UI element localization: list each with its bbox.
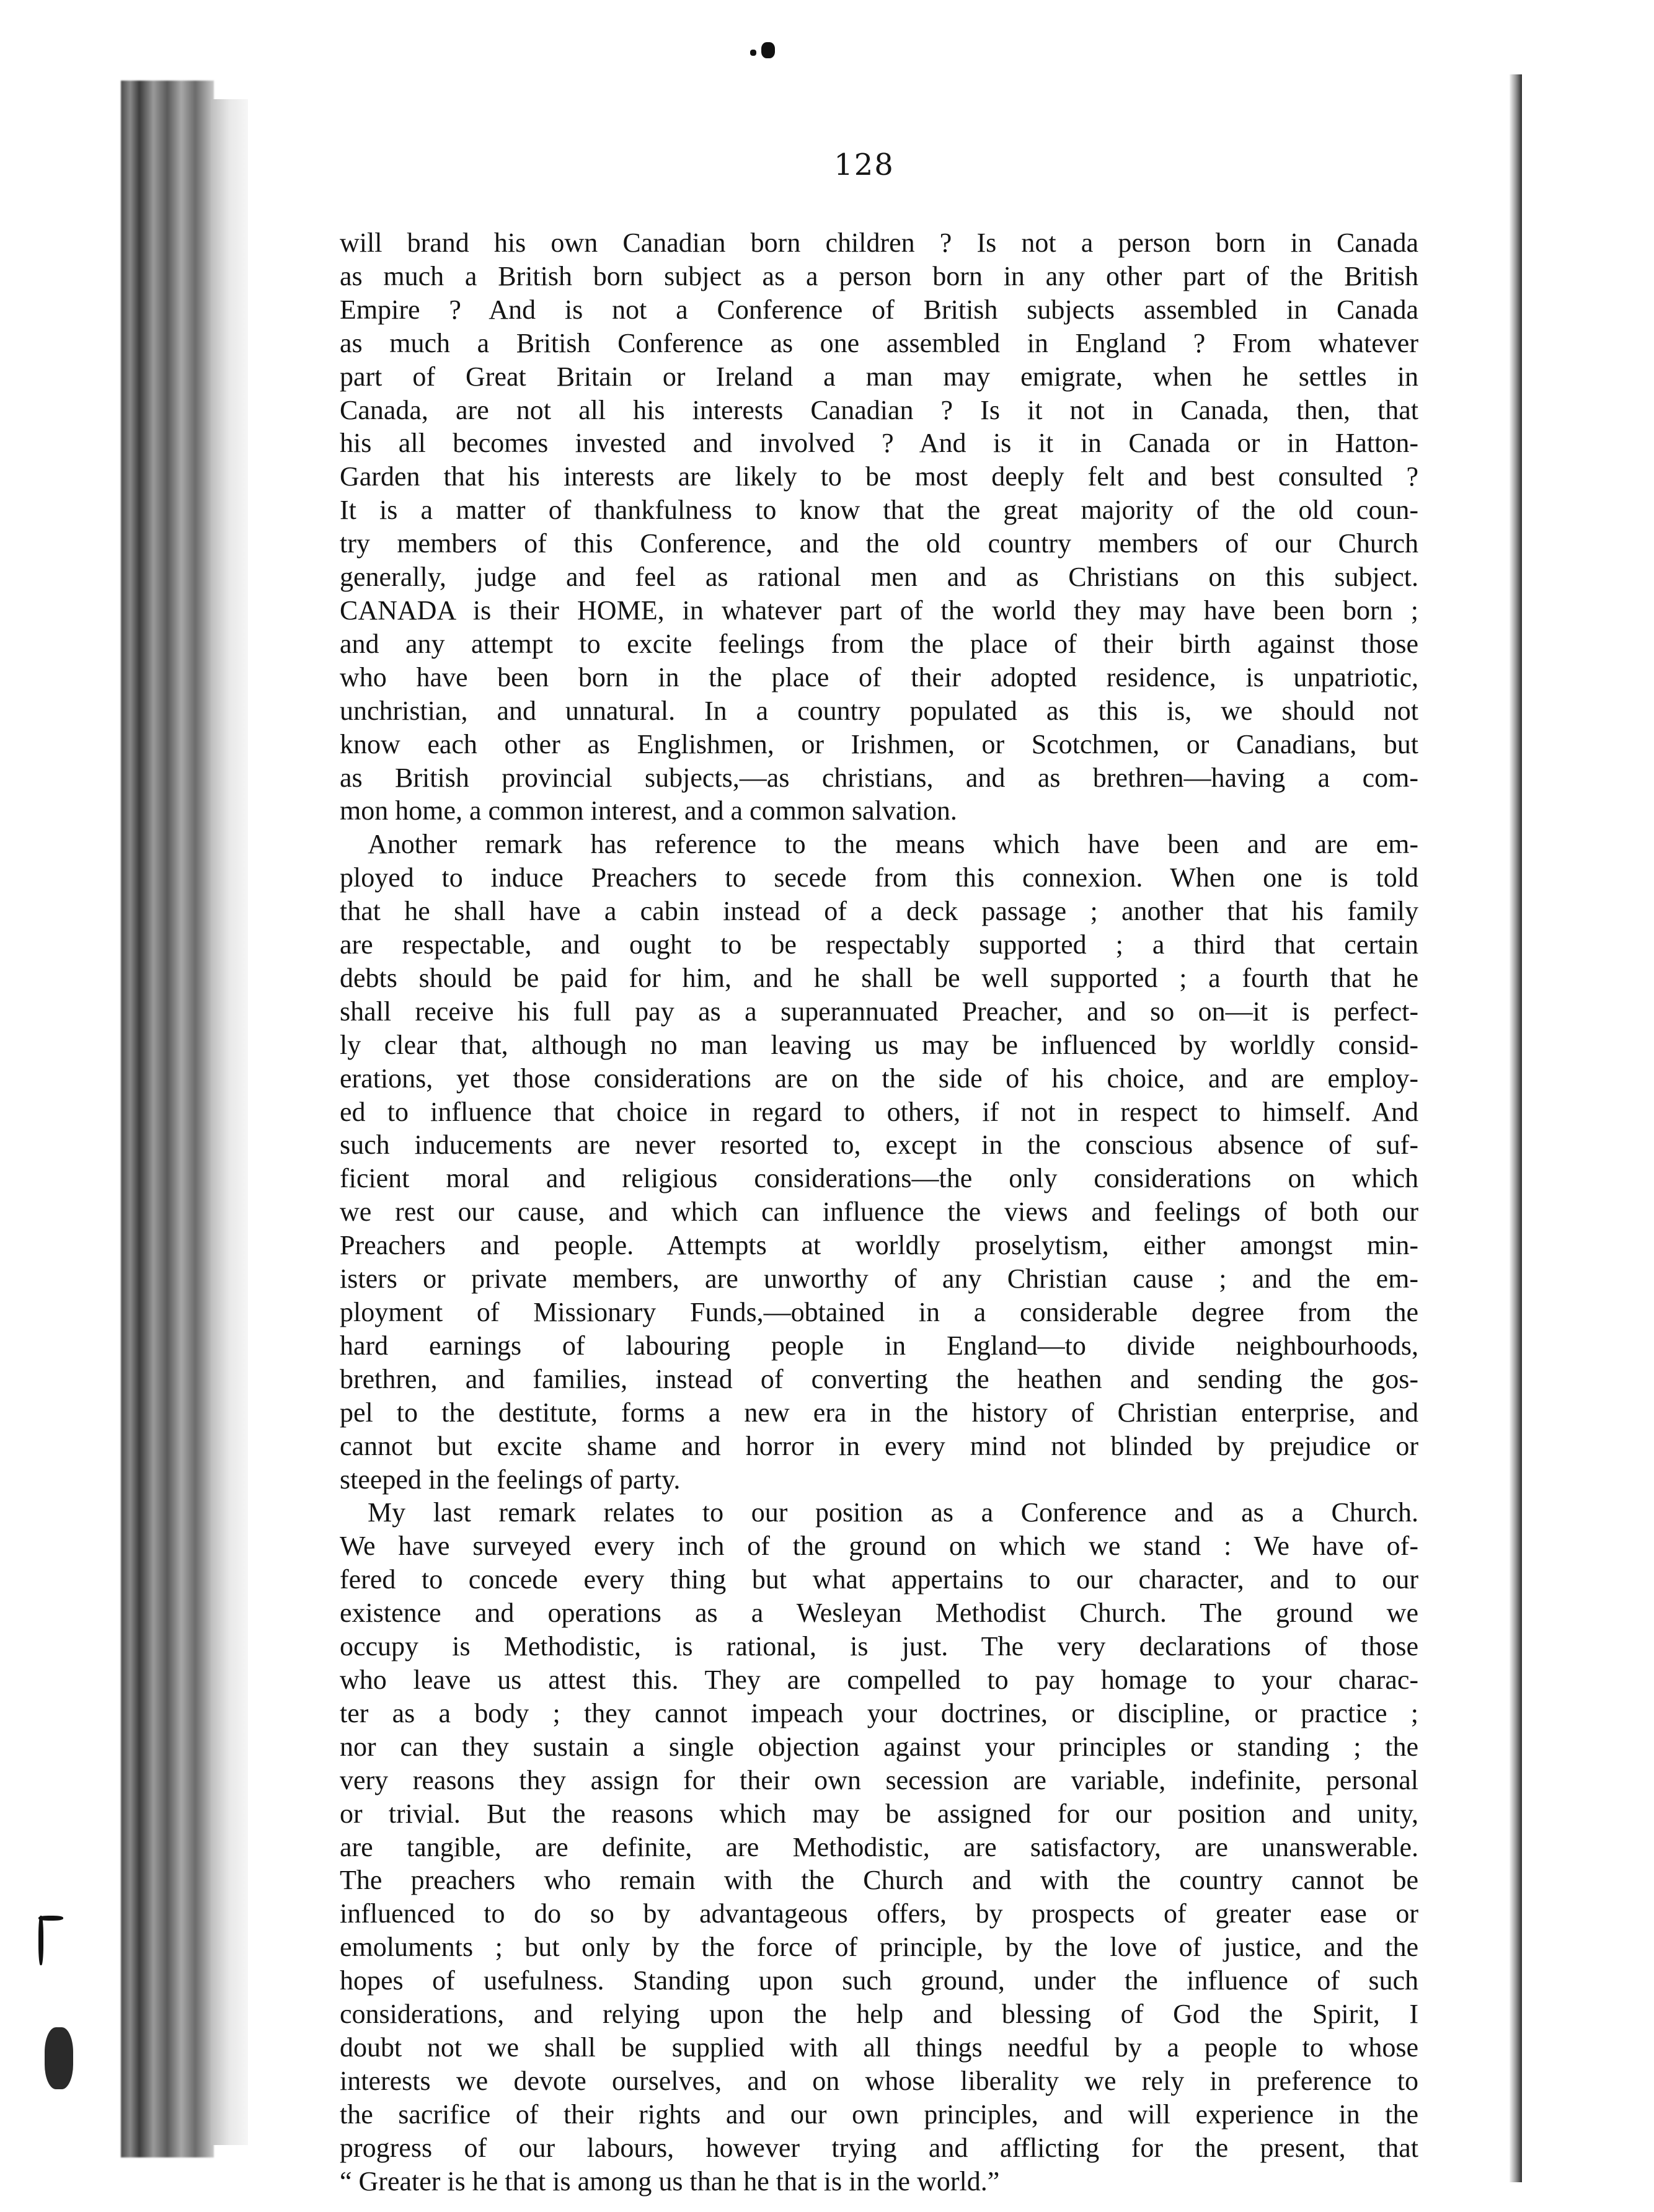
text-line: considerations, and relying upon the help and blessing of God the Spirit, I [340, 1999, 1418, 2030]
page-right-edge-shadow [1510, 74, 1522, 2182]
text-line: hard earnings of labouring people in England—to divide neighbourhoods, [340, 1330, 1418, 1361]
text-line: who have been born in the place of their adopted residence, is unpatriotic, [340, 661, 1418, 692]
paragraph [340, 828, 1418, 1496]
text-line: mon home, a common interest, and a common salvation. [340, 795, 957, 826]
text-line: hopes of usefulness. Standing upon such ground, under the influence of such [340, 1965, 1418, 1996]
text-line: progress of our labours, however trying and afflicting for the present, that [340, 2132, 1418, 2163]
text-line: ed to influence that choice in regard to others, if not in respect to himself. And [340, 1096, 1418, 1127]
scan-speck [45, 2027, 73, 2089]
text-line: or trivial. But the reasons which may be assigned for our position and unity, [340, 1798, 1418, 1829]
text-line: ter as a body ; they cannot impeach your doctrines, or discipline, or practice ; [340, 1697, 1418, 1728]
text-line: his all becomes invested and involved ? And is it in Canada or in Hatton- [340, 428, 1418, 459]
adjacent-page-strip [1522, 62, 1654, 2212]
text-line: The preachers who remain with the Church and with the country cannot be [340, 1865, 1418, 1896]
scan-speck [38, 1916, 63, 1921]
text-line: doubt not we shall be supplied with all things needful by a people to whose [340, 2032, 1418, 2063]
text-line: steeped in the feelings of party. [340, 1464, 681, 1495]
text-line: erations, yet those considerations are on the side of his choice, and are employ- [340, 1063, 1418, 1094]
text-line: know each other as Englishmen, or Irishmen, or Scotchmen, or Canadians, but [340, 728, 1418, 759]
text-line: occupy is Methodistic, is rational, is just. The very declarations of those [340, 1631, 1418, 1662]
text-line: “ Greater is he that is among us than he that is in the world.” [340, 2166, 1000, 2197]
text-line: My last remark relates to our position as a Conference and as a Church. [368, 1497, 1418, 1528]
text-line: part of Great Britain or Ireland a man may emigrate, when he settles in [340, 361, 1418, 392]
text-line: It is a matter of thankfulness to know that the great majority of the old coun- [340, 495, 1418, 526]
paragraph [340, 226, 1418, 828]
text-line: that he shall have a cabin instead of a deck passage ; another that his family [340, 896, 1418, 927]
page-number: 128 [834, 148, 895, 182]
text-line: ployment of Missionary Funds,—obtained in a considerable degree from the [340, 1297, 1418, 1327]
text-line: existence and operations as a Wesleyan Methodist Church. The ground we [340, 1598, 1418, 1629]
text-line: brethren, and families, instead of converting the heathen and sending the gos- [340, 1363, 1418, 1394]
text-line: ployed to induce Preachers to secede from this connexion. When one is told [340, 862, 1418, 893]
scan-speck [38, 1916, 43, 1965]
text-line: generally, judge and feel as rational men and as Christians on this subject. [340, 562, 1418, 593]
text-line: nor can they sustain a single objection against your principles or standing ; the [340, 1731, 1418, 1762]
text-line: unchristian, and unnatural. In a country populated as this is, we should not [340, 695, 1418, 726]
paragraph [340, 1496, 1418, 2198]
text-line: We have surveyed every inch of the ground on which we stand : We have of- [340, 1531, 1418, 1562]
text-line: fered to concede every thing but what appertains to our character, and to our [340, 1564, 1418, 1595]
text-line: emoluments ; but only by the force of principle, by the love of justice, and the [340, 1932, 1418, 1963]
text-line: are respectable, and ought to be respectably supported ; a third that certain [340, 929, 1418, 960]
text-line: influenced to do so by advantageous offers, by prospects of greater ease or [340, 1898, 1418, 1929]
body-text [340, 226, 1418, 2198]
text-line: CANADA is their HOME, in whatever part of the world they may have been born ; [340, 595, 1418, 626]
text-line: Preachers and people. Attempts at worldly proselytism, either amongst min- [340, 1230, 1418, 1261]
text-line: shall receive his full pay as a superannuated Preacher, and so on—it is perfect- [340, 996, 1418, 1027]
text-line: interests we devote ourselves, and on whose liberality we rely in preference to [340, 2065, 1418, 2096]
text-line: debts should be paid for him, and he shall be well supported ; a fourth that he [340, 962, 1418, 993]
text-line: ficient moral and religious considerations—the only considerations on which [340, 1163, 1418, 1194]
text-line: cannot but excite shame and horror in every mind not blinded by prejudice or [340, 1430, 1418, 1461]
text-line: Another remark has reference to the means which have been and are em- [368, 829, 1418, 860]
text-line: ly clear that, although no man leaving us may be influenced by worldly consid- [340, 1029, 1418, 1060]
text-line: who leave us attest this. They are compelled to pay homage to your charac- [340, 1664, 1418, 1695]
page-left-edge-shadow [211, 99, 248, 2145]
text-line: Empire ? And is not a Conference of British subjects assembled in Canada [340, 294, 1418, 325]
text-line: as British provincial subjects,—as christians, and as brethren—having a com- [340, 762, 1418, 793]
text-line: very reasons they assign for their own secession are variable, indefinite, personal [340, 1764, 1418, 1795]
text-line: such inducements are never resorted to, except in the conscious absence of suf- [340, 1130, 1418, 1161]
text-line: try members of this Conference, and the old country members of our Church [340, 528, 1418, 559]
text-line: the sacrifice of their rights and our own principles, and will experience in the [340, 2099, 1418, 2130]
text-line: we rest our cause, and which can influence the views and feelings of both our [340, 1197, 1418, 1228]
scan-speck [750, 50, 756, 56]
book-gutter [121, 81, 214, 2157]
text-line: isters or private members, are unworthy of any Christian cause ; and the em- [340, 1263, 1418, 1294]
scan-speck [761, 42, 775, 58]
text-line: Canada, are not all his interests Canadian ? Is it not in Canada, then, that [340, 394, 1418, 425]
text-line: Garden that his interests are likely to be most deeply felt and best consulted ? [340, 461, 1418, 492]
text-line: will brand his own Canadian born children ? Is not a person born in Canada [340, 228, 1418, 258]
text-line: as much a British Conference as one assembled in England ? From whatever [340, 327, 1418, 358]
text-line: and any attempt to excite feelings from the place of their birth against those [340, 628, 1418, 659]
text-line: are tangible, are definite, are Methodistic, are satisfactory, are unanswerable. [340, 1831, 1418, 1862]
text-line: as much a British born subject as a person born in any other part of the British [340, 260, 1418, 291]
text-line: pel to the destitute, forms a new era in the history of Christian enterprise, and [340, 1397, 1418, 1428]
